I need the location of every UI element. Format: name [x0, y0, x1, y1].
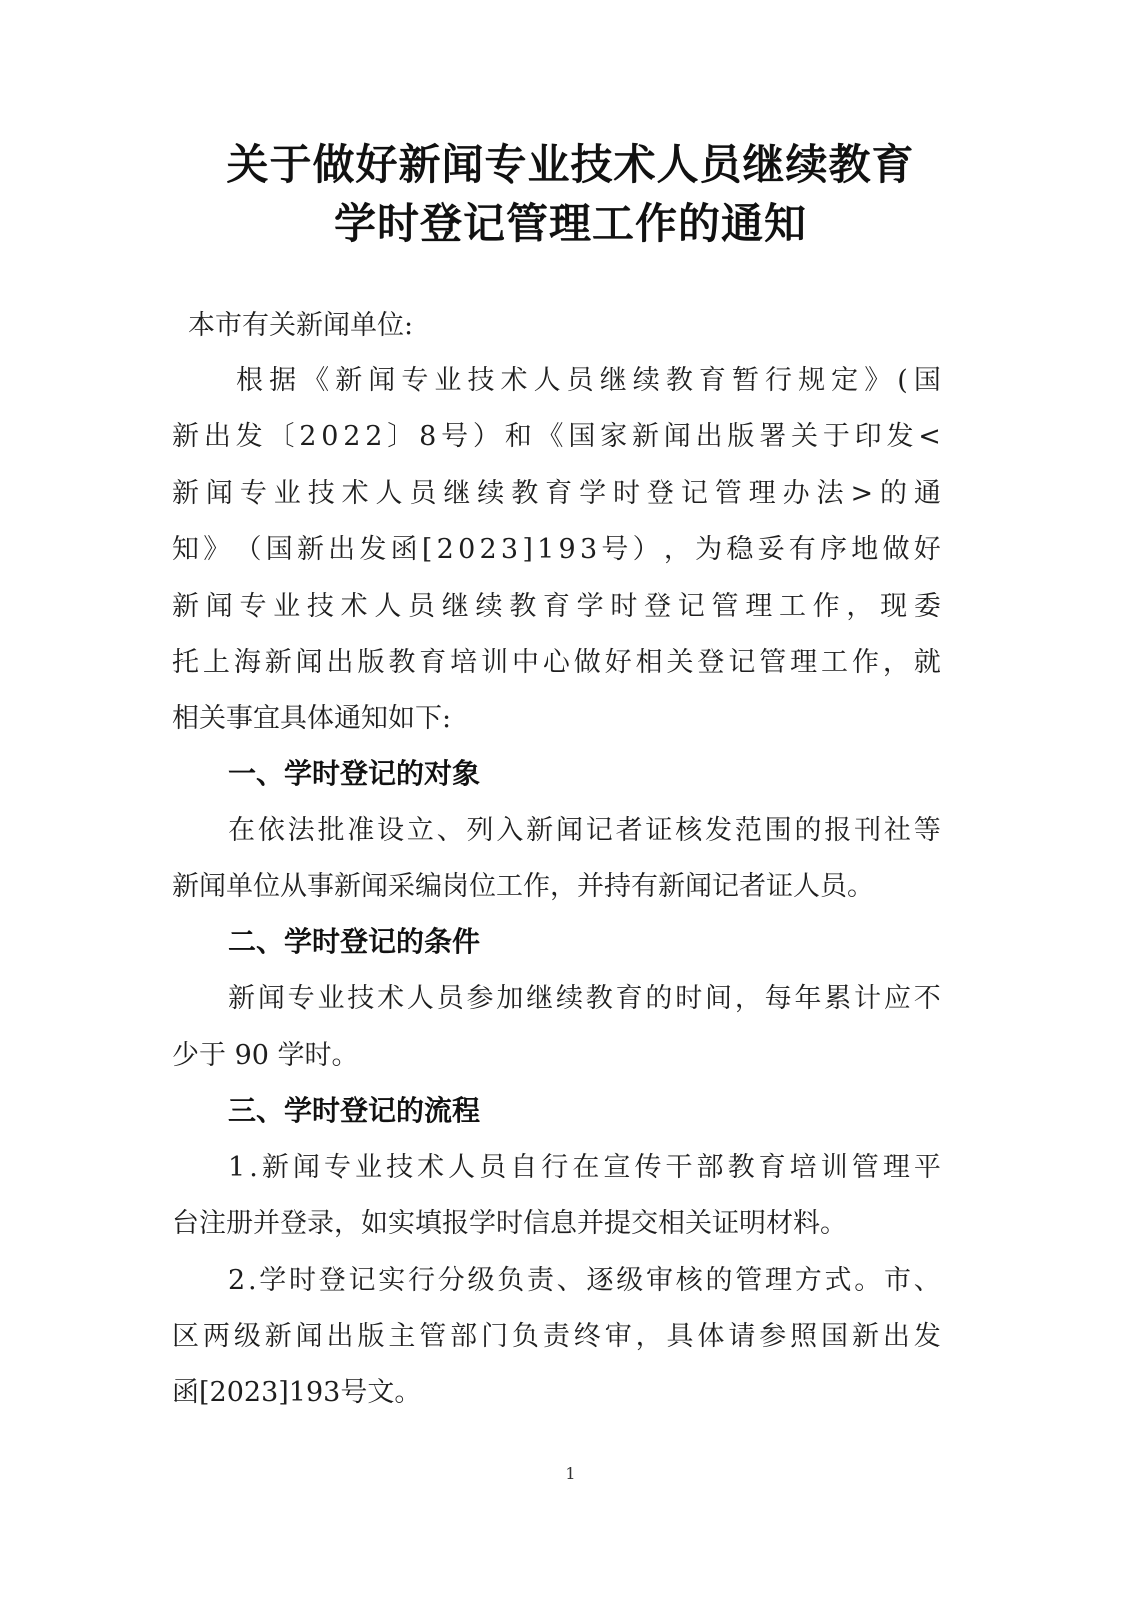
section-3-heading: 三、学时登记的流程: [228, 1094, 481, 1127]
intro-line-5: 新 闻 专 业 技 术 人 员 继 续 教 育 学 时 登 记 管 理 工 作 ， 现 委: [172, 591, 941, 622]
page-number: 1: [565, 1464, 576, 1483]
section-3-item-2-line-1: 2 . 学 时 登 记 实 行 分 级 负 责 、 逐 级 审 核 的 管 理 方 式 。 市 、: [228, 1265, 941, 1296]
intro-line-4: 知 》 （ 国 新 出 发 函 [ 2 0 2 3 ] 1 9 3 号 ） ， 为 稳 妥 有 序 地 做 好: [172, 534, 941, 565]
section-1-line-1: 在 依 法 批 准 设 立 、 列 入 新 闻 记 者 证 核 发 范 围 的 报 刊 社 等: [228, 815, 941, 846]
intro-line-1: 根 据 《 新 闻 专 业 技 术 人 员 继 续 教 育 暂 行 规 定 》 ( 国: [236, 365, 941, 396]
section-3-item-1-line-1: 1 . 新 闻 专 业 技 术 人 员 自 行 在 宣 传 干 部 教 育 培 训 管 理 平: [228, 1152, 941, 1183]
section-2-line-2: 少于 90 学时。: [172, 1040, 359, 1071]
section-1-line-2: 新闻单位从事新闻采编岗位工作，并持有新闻记者证人员。: [172, 871, 874, 902]
section-3-item-2-line-3: 函[2023]193号文。: [172, 1377, 422, 1408]
section-2-heading: 二、学时登记的条件: [228, 925, 481, 958]
salutation: 本市有关新闻单位:: [188, 310, 414, 341]
intro-line-2: 新 出 发 〔 2 0 2 2 〕 8 号 ） 和 《 国 家 新 闻 出 版 署 关 于 印 发 <: [172, 421, 941, 452]
section-1-heading: 一、学时登记的对象: [228, 757, 481, 790]
section-3-item-2-line-2: 区 两 级 新 闻 出 版 主 管 部 门 负 责 终 审 ， 具 体 请 参 照 国 新 出 发: [172, 1321, 941, 1352]
document-title-line-1: 关于做好新闻专业技术人员继续教育: [226, 140, 915, 189]
section-2-line-1: 新 闻 专 业 技 术 人 员 参 加 继 续 教 育 的 时 间 ， 每 年 累 计 应 不: [228, 983, 941, 1014]
document-title-line-2: 学时登记管理工作的通知: [333, 199, 807, 248]
intro-line-6: 托 上 海 新 闻 出 版 教 育 培 训 中 心 做 好 相 关 登 记 管 理 工 作 ， 就: [172, 647, 941, 678]
intro-line-7: 相关事宜具体通知如下:: [172, 703, 452, 734]
intro-line-3: 新 闻 专 业 技 术 人 员 继 续 教 育 学 时 登 记 管 理 办 法 > 的 通: [172, 478, 941, 509]
section-3-item-1-line-2: 台注册并登录，如实填报学时信息并提交相关证明材料。: [172, 1208, 847, 1239]
